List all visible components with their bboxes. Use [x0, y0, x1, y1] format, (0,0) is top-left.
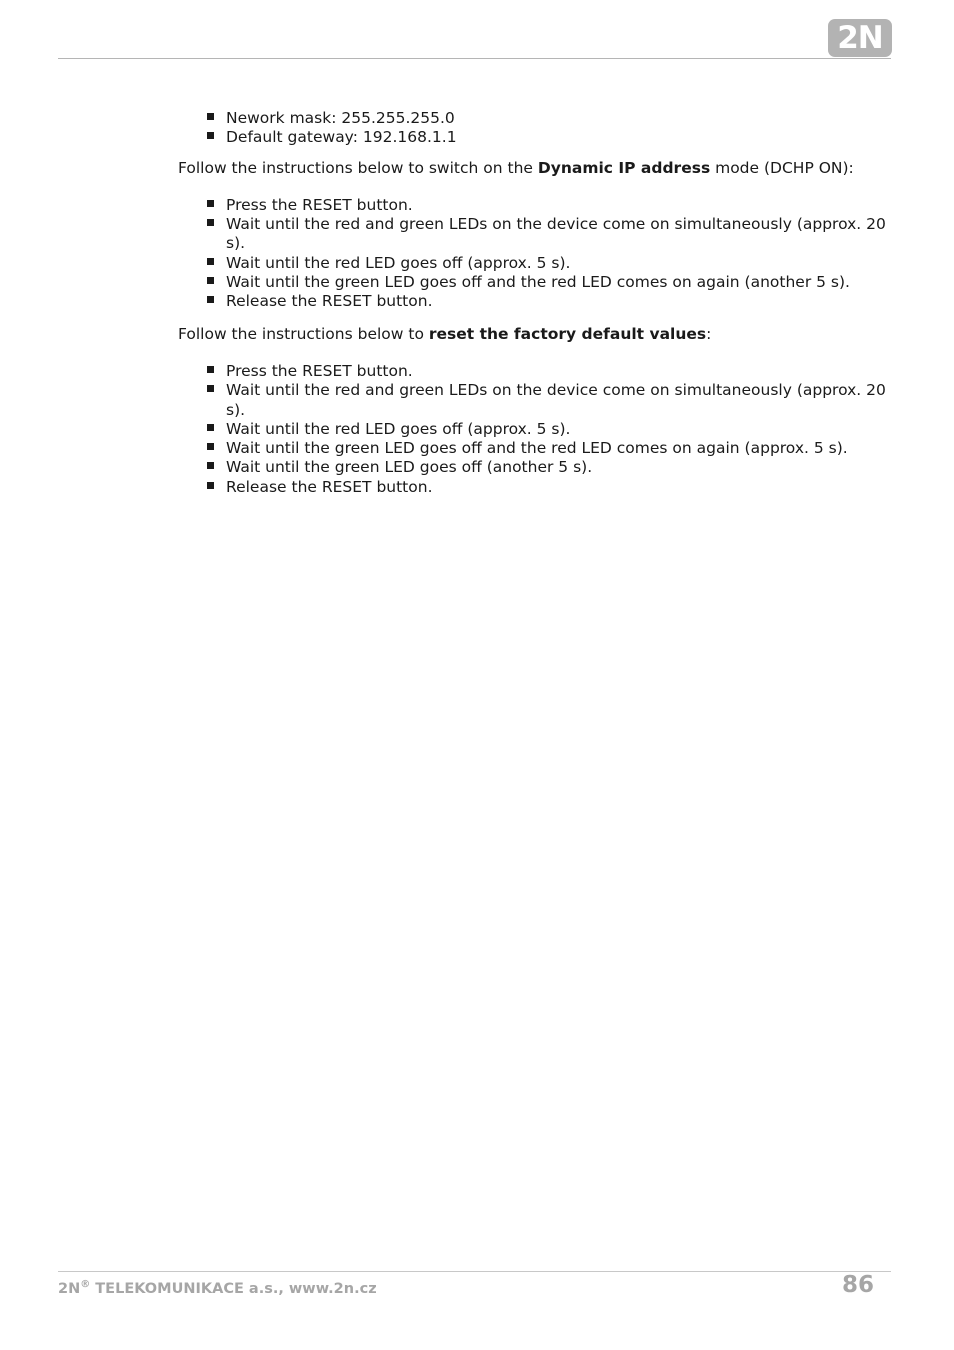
list-item: Release the RESET button.	[226, 292, 894, 311]
list-item: Wait until the red LED goes off (approx. 5 s).	[226, 420, 894, 439]
square-bullet-icon	[207, 385, 214, 392]
square-bullet-icon	[207, 424, 214, 431]
square-bullet-icon	[207, 277, 214, 284]
header-rule	[58, 58, 891, 59]
square-bullet-icon	[207, 482, 214, 489]
square-bullet-icon	[207, 200, 214, 207]
list-item: Wait until the green LED goes off and the red LED comes on again (another 5 s).	[226, 273, 894, 292]
square-bullet-icon	[207, 132, 214, 139]
list-item: Wait until the red and green LEDs on the device come on simultaneously (approx. 20 s).	[226, 215, 894, 254]
page-content	[178, 109, 894, 497]
list-item: Release the RESET button.	[226, 478, 894, 497]
list-item: Press the RESET button.	[226, 196, 894, 215]
network-settings-list	[178, 109, 894, 148]
square-bullet-icon	[207, 443, 214, 450]
factory-reset-bold: reset the factory default values	[428, 324, 707, 343]
dynamic-ip-steps	[178, 196, 894, 312]
page-number: 86	[841, 1272, 874, 1298]
list-item: Default gateway: 192.168.1.1	[226, 128, 894, 147]
square-bullet-icon	[207, 366, 214, 373]
square-bullet-icon	[207, 113, 214, 120]
2n-logo	[828, 19, 892, 57]
footer-rule	[58, 1271, 891, 1272]
dynamic-ip-bold: Dynamic IP address	[537, 158, 711, 177]
list-item: Wait until the red and green LEDs on the device come on simultaneously (approx. 20 s).	[226, 381, 894, 420]
factory-reset-steps	[178, 362, 894, 497]
list-item: Wait until the red LED goes off (approx. 5 s).	[226, 254, 894, 273]
square-bullet-icon	[207, 296, 214, 303]
logo-text: 2N	[837, 19, 883, 56]
factory-reset-intro: Follow the instructions below to reset the factory default values:	[178, 324, 712, 343]
square-bullet-icon	[207, 462, 214, 469]
list-item: Wait until the green LED goes off and the red LED comes on again (approx. 5 s).	[226, 439, 894, 458]
list-item: Nework mask: 255.255.255.0	[226, 109, 894, 128]
footer-company: 2N® TELEKOMUNIKACE a.s., www.2n.cz	[58, 1279, 377, 1297]
list-item: Wait until the green LED goes off (another 5 s).	[226, 458, 894, 477]
square-bullet-icon	[207, 258, 214, 265]
square-bullet-icon	[207, 219, 214, 226]
list-item: Press the RESET button.	[226, 362, 894, 381]
dynamic-ip-intro: Follow the instructions below to switch on the Dynamic IP address mode (DCHP ON):	[178, 158, 854, 177]
registered-mark: ®	[80, 1279, 91, 1290]
